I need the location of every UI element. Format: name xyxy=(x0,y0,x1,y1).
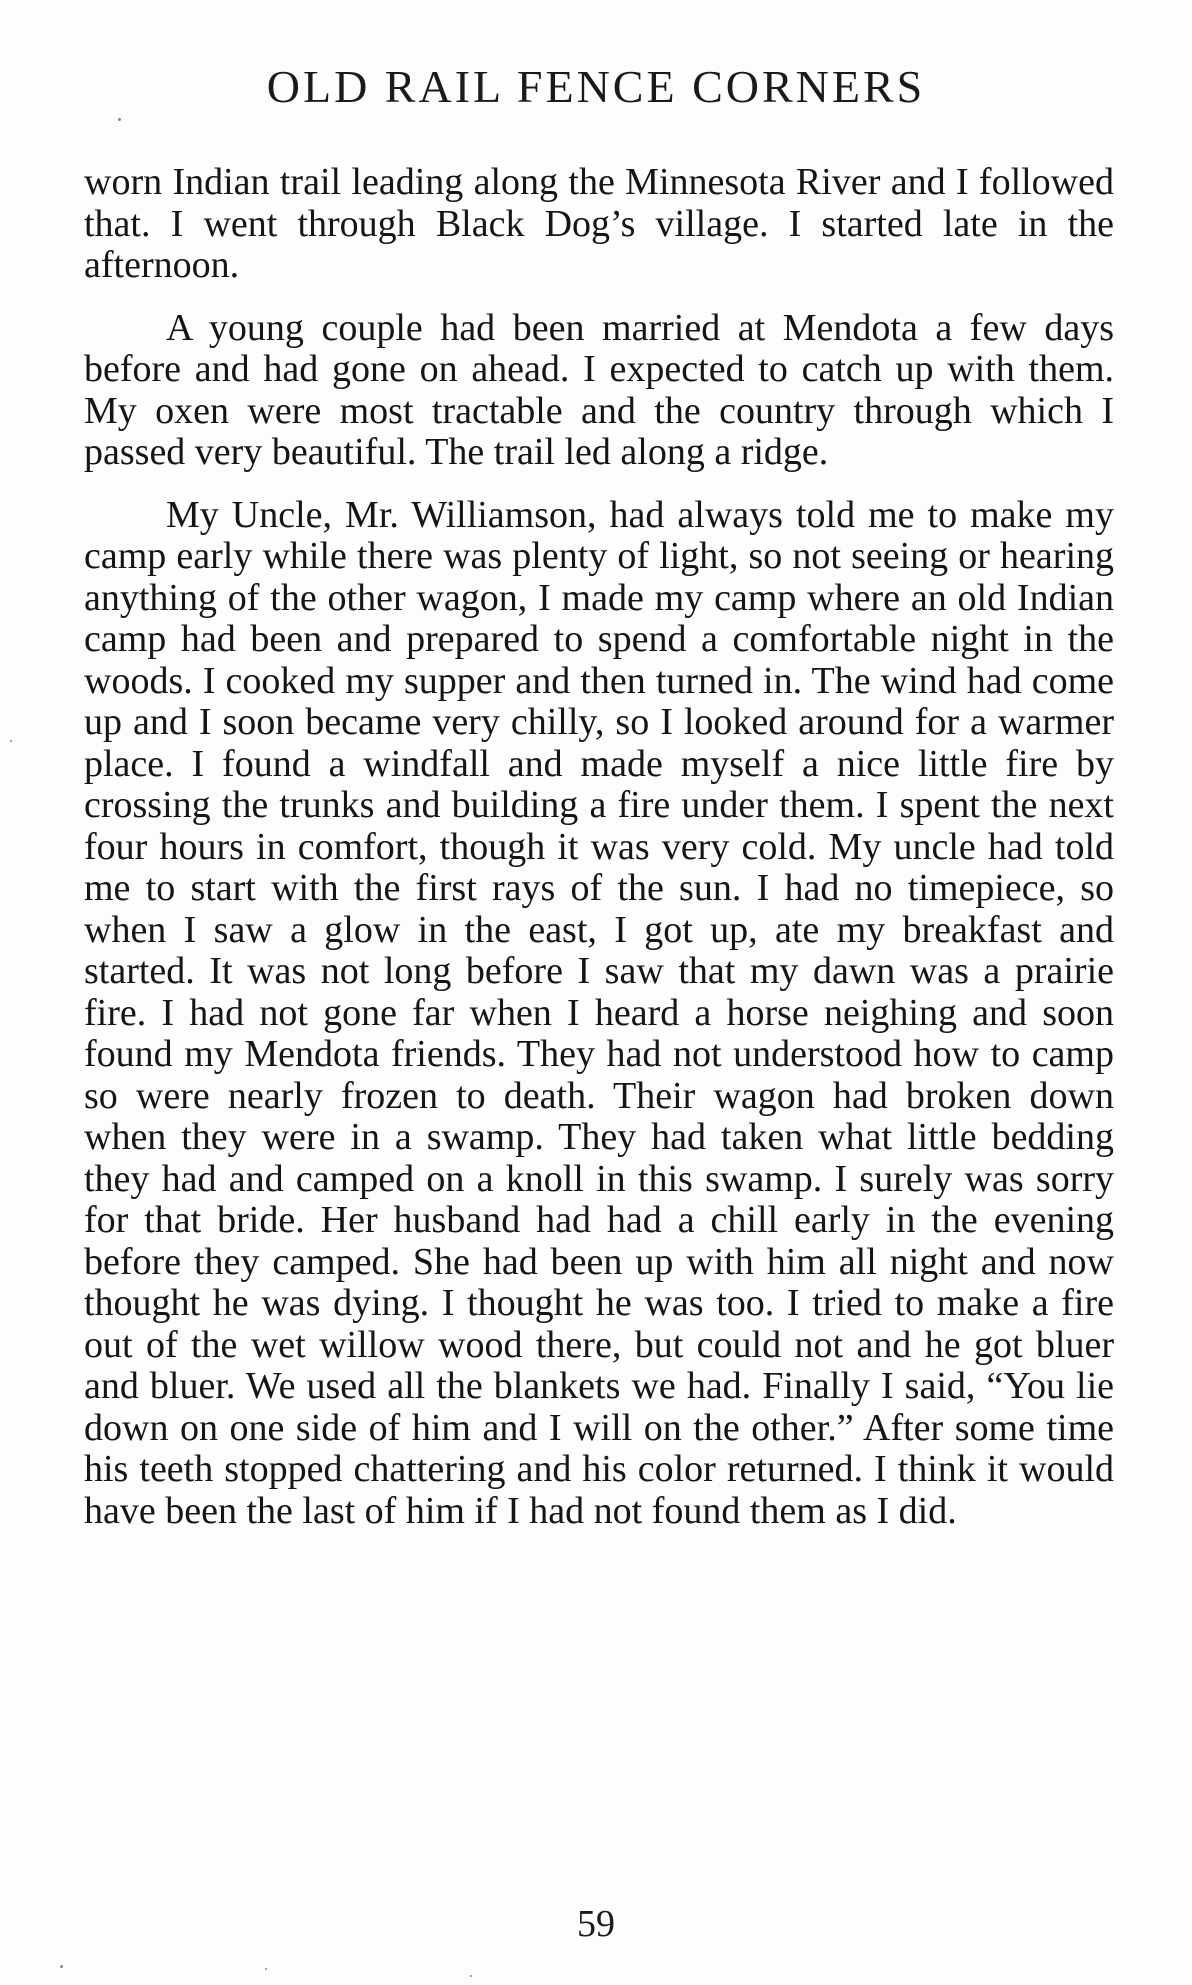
scan-speck xyxy=(10,740,12,742)
scan-speck xyxy=(118,118,121,121)
scan-speck xyxy=(470,1975,472,1977)
paragraph-continuation: worn Indian trail leading along the Minnesota River and I followed that. I went through Black Dog’s village. I started late in the afternoon. xyxy=(84,161,1114,286)
scan-speck xyxy=(60,1965,63,1968)
scan-speck xyxy=(265,1968,267,1970)
paragraph-young-couple: A young couple had been married at Mendota a few days before and had gone on ahead. I expected to catch up with them. My oxen were most tractable and the country through which I passed very beautiful. The trail led along a ridge. xyxy=(84,306,1114,473)
running-head: OLD RAIL FENCE CORNERS xyxy=(266,61,926,112)
paragraph-uncle-williamson: My Uncle, Mr. Williamson, had always told me to make my camp early while there was plenty of light, so not seeing or hearing anything of the other wagon, I made my camp where an old Indian camp had been and prepared to spend a comfortable night in the woods. I cooked my supper and then turned in. The wind had come up and I soon became very chilly, so I looked around for a warmer place. I found a windfall and made myself a nice little fire by crossing the trunks and building a fire under them. I spent the next four hours in comfort, though it was very cold. My uncle had told me to start with the first rays of the sun. I had no timepiece, so when I saw a glow in the east, I got up, ate my breakfast and started. It was not long before I saw that my dawn was a prairie fire. I had not gone far when I heard a horse neighing and soon found my Mendota friends. They had not understood how to camp so were nearly frozen to death. Their wagon had broken down when they were in a swamp. They had taken what little bedding they had and camped on a knoll in this swamp. I surely was sorry for that bride. Her husband had had a chill early in the evening before they camped. She had been up with him all night and now thought he was dying. I thought he was too. I tried to make a fire out of the wet willow wood there, but could not and he got bluer and bluer. We used all the blankets we had. Finally I said, “You lie down on one side of him and I will on the other.” After some time his teeth stopped chattering and his color returned. I think it would have been the last of him if I had not found them as I did. xyxy=(84,493,1114,1532)
page-number: 59 xyxy=(577,1903,615,1945)
body-text xyxy=(84,162,1114,1553)
